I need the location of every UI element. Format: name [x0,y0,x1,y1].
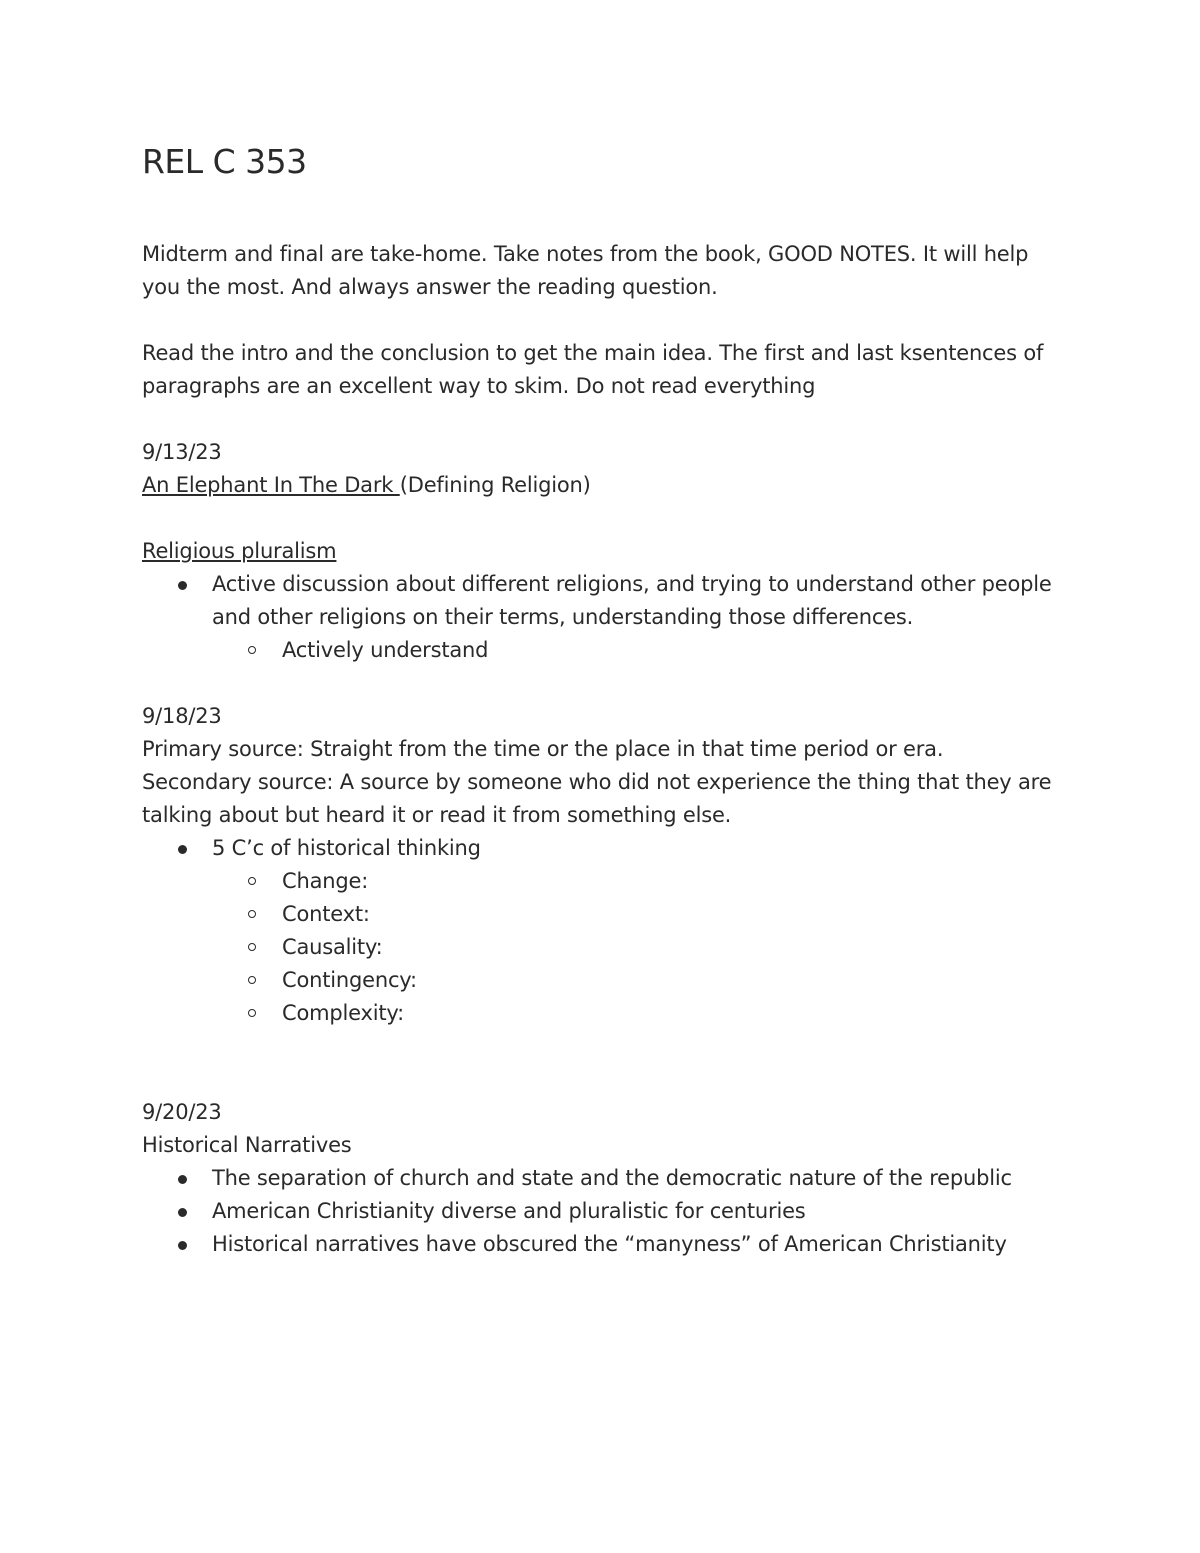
hollow-bullet-icon [248,877,256,885]
sub-list-item-text: Change: [282,869,369,893]
list-item-text: Active discussion about different religions, and trying to understand other people and other religions on their terms, understanding those differences. [212,572,1052,629]
list-item-text: The separation of church and state and the democratic nature of the republic [212,1166,1012,1190]
intro-paragraph-1: Midterm and final are take-home. Take notes from the book, GOOD NOTES. It will help you the most. And always answer the reading question. [142,242,1029,299]
filled-bullet-icon [178,1175,187,1184]
list-item-text: American Christianity diverse and pluralistic for centuries [212,1199,806,1223]
bullet-list [142,832,1062,1030]
sub-list-item-text: Complexity: [282,1001,404,1025]
secondary-source-definition: Secondary source: A source by someone who did not experience the thing that they are talking about but heard it or read it from something else. [142,770,1052,827]
section-date: 9/13/23 [142,440,222,464]
sub-list-item [142,997,1062,1030]
list-item [142,1195,1062,1228]
hollow-bullet-icon [248,1009,256,1017]
list-item [142,568,1062,667]
section-date: 9/20/23 [142,1100,222,1124]
reading-line [142,469,1062,502]
sub-bullet-list [212,865,1062,1030]
spacer [142,502,1062,535]
primary-source-definition: Primary source: Straight from the time or the place in that time period or era. [142,737,944,761]
section-heading: Historical Narratives [142,1133,352,1157]
topic-heading [142,535,1062,568]
spacer [142,304,1062,337]
filled-bullet-icon [178,1208,187,1217]
spacer [142,1030,1062,1063]
document-title: REL C 353 [142,142,307,181]
hollow-bullet-icon [248,910,256,918]
hollow-bullet-icon [248,646,256,654]
sub-list-item-text: Context: [282,902,370,926]
bullet-list [142,568,1062,667]
list-item-text: 5 C’c of historical thinking [212,836,481,860]
sub-list-item [142,898,1062,931]
hollow-bullet-icon [248,976,256,984]
topic-heading-text: Religious pluralism [142,539,337,563]
filled-bullet-icon [178,1241,187,1250]
sub-list-item-text: Causality: [282,935,383,959]
list-item [142,1162,1062,1195]
spacer [142,1063,1062,1096]
reading-title: An Elephant In The Dark [142,473,400,497]
reading-subtitle: (Defining Religion) [399,473,591,497]
sub-list-item-text: Contingency: [282,968,417,992]
intro-paragraph-2: Read the intro and the conclusion to get the main idea. The first and last ksentences of paragraphs are an excellent way to skim. Do not read everything [142,341,1044,398]
filled-bullet-icon [178,581,187,590]
list-item-text: Historical narratives have obscured the “manyness” of American Christianity [212,1232,1007,1256]
bullet-list [142,1162,1062,1261]
hollow-bullet-icon [248,943,256,951]
document-content [142,140,1062,1261]
sub-list-item [142,634,1062,667]
sub-list-item [142,964,1062,997]
sub-list-item [142,865,1062,898]
list-item [142,832,1062,1030]
spacer [142,403,1062,436]
filled-bullet-icon [178,845,187,854]
section-date: 9/18/23 [142,704,222,728]
sub-list-item [142,931,1062,964]
sub-list-item-text: Actively understand [282,638,489,662]
sub-bullet-list [212,634,1062,667]
list-item [142,1228,1062,1261]
spacer [142,667,1062,700]
